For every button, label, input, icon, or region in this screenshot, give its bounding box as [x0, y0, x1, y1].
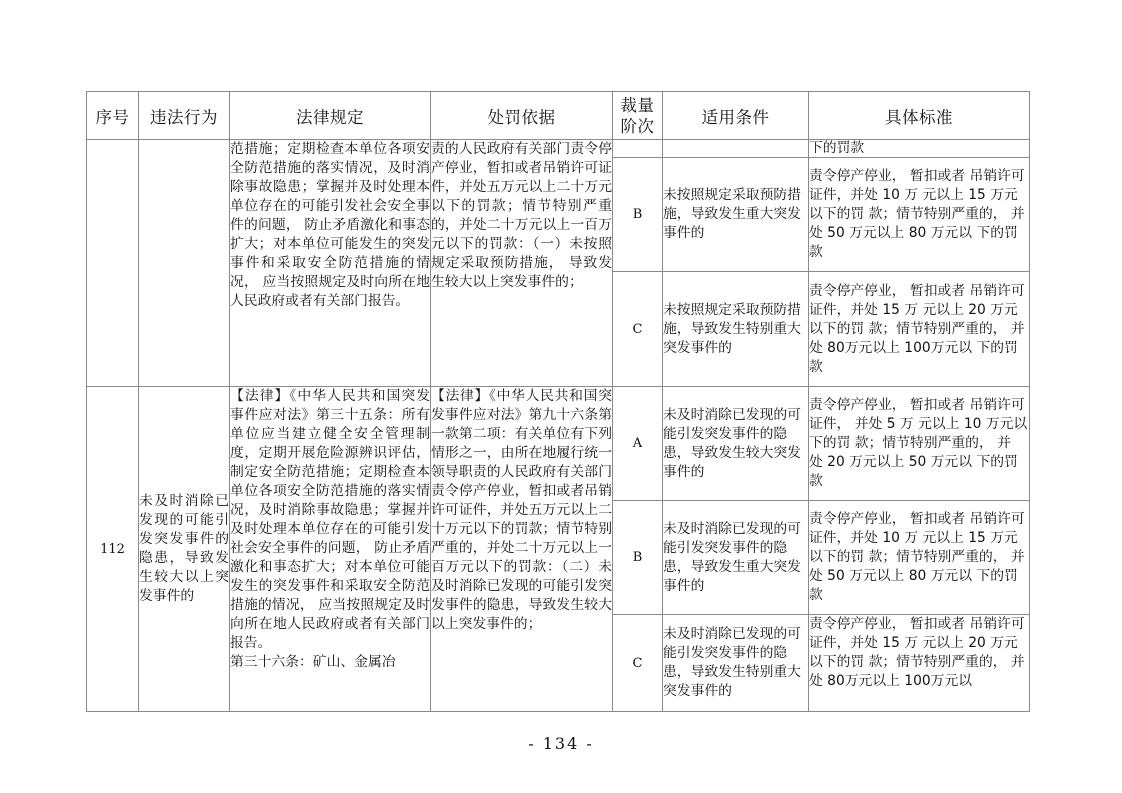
cont-basis-cell: 责的人民政府有关部门责令停产停业，暂扣或者吊销许可证件，并处五万元以上二十万元以下的罚款；情节特别严重的，并处二十万元以上一百万元以下的罚款：（一）未按照规定采取预防措施， 导致发生较大以上突发事件的； — [431, 140, 613, 387]
applicable-condition: 未及时消除已发现的可能引发突发事件的隐患，导致发生较大突发事件的 — [663, 387, 809, 501]
penalty-standard: 责令停产停业， 暂扣或者 吊销许可证件， 并处 5 万 元以上 10 万元以下的罚 款；情节特别严重的， 并 处 20 万元以上 50 万元以 下的罚款 — [809, 387, 1030, 501]
discretion-level: C — [613, 272, 663, 387]
applicable-condition: 未按照规定采取预防措施，导致发生特别重大突发事件的 — [663, 272, 809, 387]
header-level: 裁量 阶次 — [613, 92, 663, 140]
cont-standard-tail: 下的罚款 — [809, 140, 1030, 158]
cont-condition-cell — [663, 140, 809, 158]
cont-seq-cell — [87, 140, 139, 387]
penalty-table — [86, 91, 1030, 712]
discretion-level: A — [613, 387, 663, 501]
table-row — [87, 140, 1030, 158]
discretion-level: B — [613, 158, 663, 272]
cont-law-cell: 范措施；定期检查本单位各项安全防范措施的落实情况，及时消除事故隐患；掌握并及时处理本单位存在的可能引发社会安全事件的问题， 防止矛盾激化和事态扩大；对本单位可能发生的突发事件和采取安全防范措施的情况， 应当按照规定及时向所在地人民政府或者有关部门报告。 — [230, 140, 431, 387]
page-number: - 134 - — [528, 734, 594, 753]
discretion-level: B — [613, 501, 663, 615]
discretion-level: C — [613, 615, 663, 712]
header-violation: 违法行为 — [139, 92, 230, 140]
violation-description: 未及时消除已发现的可能引发突发事件的隐患，导致发生较大以上突发事件的 — [139, 387, 230, 712]
table-row — [87, 387, 1030, 501]
law-provision — [230, 387, 431, 712]
applicable-condition: 未按照规定采取预防措施，导致发生重大突发事件的 — [663, 158, 809, 272]
header-standard: 具体标准 — [809, 92, 1030, 140]
applicable-condition: 未及时消除已发现的可能引发突发事件的隐患，导致发生特别重大突发事件的 — [663, 615, 809, 712]
entry-seq: 112 — [87, 387, 139, 712]
penalty-standard: 责令停产停业， 暂扣或者 吊销许可证件，并处 15 万 元以上 20 万元以下的罚 款；情节特别严重的， 并 处 80万元以上 100万元以 — [809, 615, 1030, 712]
header-seq: 序号 — [87, 92, 139, 140]
table-header-row — [87, 92, 1030, 140]
cont-level-cell — [613, 140, 663, 158]
cont-violation-cell — [139, 140, 230, 387]
penalty-standard: 责令停产停业， 暂扣或者 吊销许可证件，并处 15 万 元以上 20 万元以下的罚 款；情节特别严重的， 并 处 80万元以上 100万元以 下的罚款 — [809, 272, 1030, 387]
law-text: 【法律】《中华人民共和国突发事件应对法》第三十五条：所有单位应当建立健全安全管理制度，定期开展危险源辨识评估，制定安全防范措施；定期检查本单位各项安全防范措施的落实情况，及时消除事故隐患；掌握并及时处理本单位存在的可能引发社会安全事件的问题， 防止矛盾激化和事态扩大；对本单位可能发生的突发事件和采取安全防范措施的情况， 应当按照规定及时向所在地人民政府或者有关部门报告。 — [230, 388, 430, 651]
penalty-basis: 【法律】《中华人民共和国突发事件应对法》第九十六条第一款第二项：有关单位有下列情形之一，由所在地履行统一领导职责的人民政府有关部门责令停产停业，暂扣或者吊销许可证件，并处五万元以上二十万元以下的罚款；情节特别严重的，并处二十万元以上一百万元以下的罚款：（二）未及时消除已发现的可能引发突发事件的隐患，导致发生较大以上突发事件的； — [431, 387, 613, 712]
header-condition: 适用条件 — [663, 92, 809, 140]
law-text-next: 第三十六条：矿山、金属冶 — [230, 654, 396, 670]
penalty-standard: 责令停产停业， 暂扣或者 吊销许可证件，并处 10 万 元以上 15 万元以下的罚 款；情节特别严重的， 并 处 50 万元以上 80 万元以 下的罚款 — [809, 501, 1030, 615]
penalty-standard: 责令停产停业， 暂扣或者 吊销许可证件，并处 10 万 元以上 15 万元以下的罚 款；情节特别严重的， 并 处 50 万元以上 80 万元以 下的罚款 — [809, 158, 1030, 272]
header-basis: 处罚依据 — [431, 92, 613, 140]
header-law: 法律规定 — [230, 92, 431, 140]
applicable-condition: 未及时消除已发现的可能引发突发事件的隐患，导致发生重大突发事件的 — [663, 501, 809, 615]
